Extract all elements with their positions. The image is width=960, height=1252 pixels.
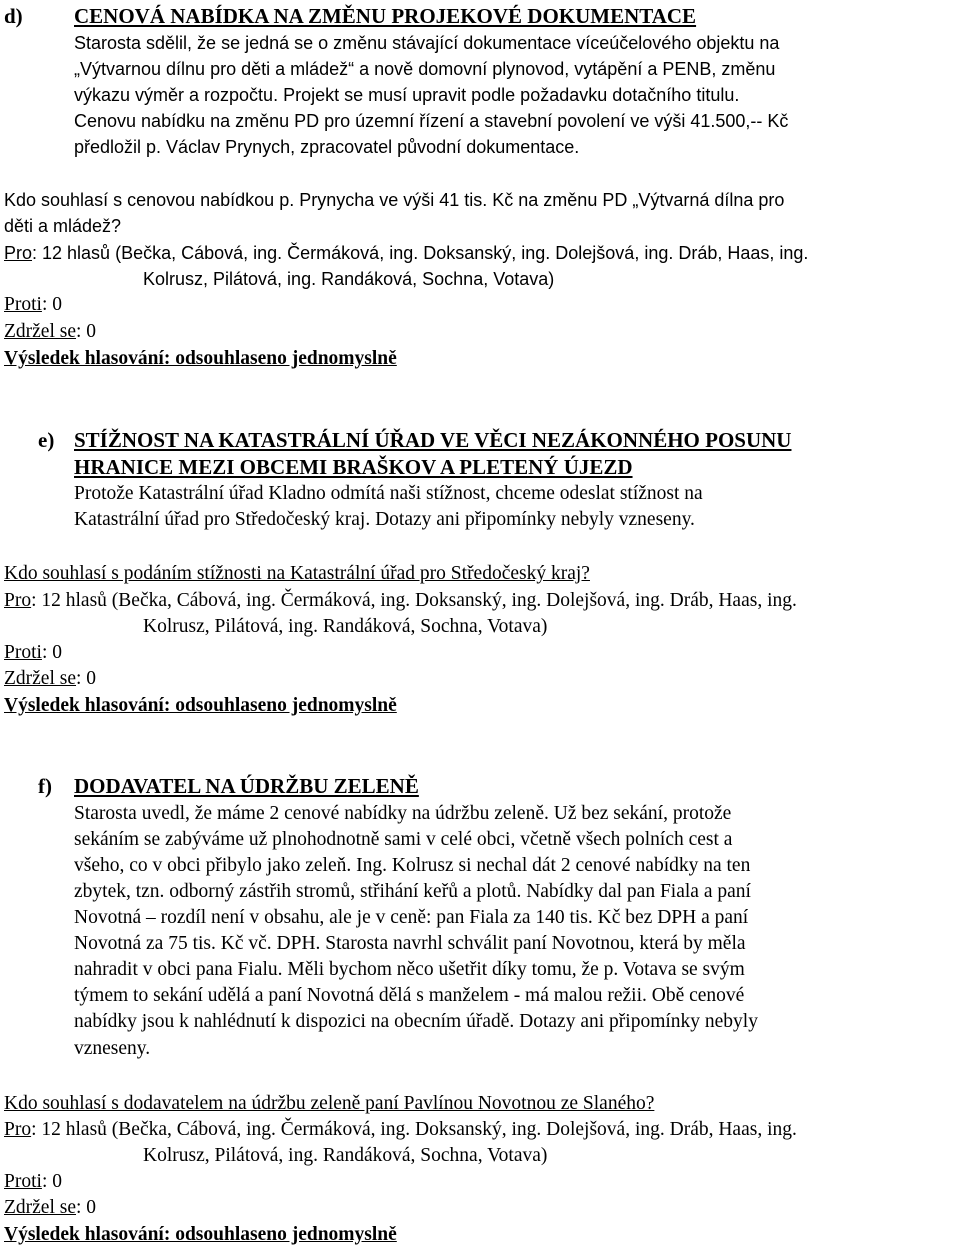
section-f-body-line: vzneseny. [74, 1038, 151, 1059]
vote-for-label: Pro [4, 1119, 32, 1140]
vote-abstain-text: : 0 [76, 1197, 97, 1218]
vote-abstain-label: Zdržel se [4, 321, 77, 342]
section-d-body-line: Starosta sdělil, že se jedná se o změnu stávající dokumentace víceúčelového objektu na [74, 33, 780, 53]
vote-against-label: Proti [4, 1171, 42, 1192]
section-f-body-line: Novotná – rozdíl není v obsahu, ale je v ceně: pan Fiala za 140 tis. Kč bez DPH a paní [74, 907, 749, 928]
vote-for-names-cont: Kolrusz, Pilátová, ing. Randáková, Sochna, Votava) [143, 616, 548, 637]
section-d-vote-for [4, 240, 808, 266]
section-f-vote-against [4, 1169, 62, 1195]
vote-against-text: : 0 [41, 1171, 62, 1192]
section-e-title-line2: HRANICE MEZI OBCEMI BRAŠKOV A PLETENÝ ÚJEZD [74, 455, 633, 479]
section-d-title: CENOVÁ NABÍDKA NA ZMĚNU PROJEKOVÉ DOKUMENTACE [74, 4, 697, 28]
section-f-vote-for [4, 1117, 797, 1143]
section-d-body-line: „Výtvarnou dílnu pro děti a mládež“ a nově domovní plynovod, vytápění a PENB, změnu [74, 59, 776, 79]
vote-for-names-cont: Kolrusz, Pilátová, ing. Randáková, Sochna, Votava) [143, 269, 555, 289]
section-f-body-line: Novotná za 75 tis. Kč vč. DPH. Starosta navrhl schválit paní Novotnou, která by měla [74, 933, 746, 954]
section-f-body-line: sekáním se zabýváme už plnohodnotně sami v celé obci, včetně všech polních cest a [74, 829, 733, 850]
vote-abstain-text: : 0 [76, 668, 97, 689]
section-e-vote-result: Výsledek hlasování: odsouhlaseno jednomyslně [4, 695, 397, 716]
section-d-question-line: Kdo souhlasí s cenovou nabídkou p. Prynycha ve výši 41 tis. Kč na změnu PD „Výtvarná dílna pro [4, 190, 785, 210]
section-f-vote-result: Výsledek hlasování: odsouhlaseno jednomyslně [4, 1224, 397, 1245]
section-d-question-line: děti a mládež? [4, 216, 122, 236]
section-f-letter: f) [38, 774, 52, 798]
section-e-title-line1: STÍŽNOST NA KATASTRÁLNÍ ÚŘAD VE VĚCI NEZÁKONNÉHO POSUNU [74, 428, 792, 452]
vote-against-label: Proti [4, 642, 42, 663]
section-d-body-line: výkazu výměr a rozpočtu. Projekt se musí upravit podle požadavku dotačního titulu. [74, 85, 740, 105]
section-f-body-line: nabídky jsou k nahlédnutí k dispozici na obecním úřadě. Dotazy ani připomínky nebyly [74, 1011, 758, 1032]
vote-for-text: : 12 hlasů (Bečka, Cábová, ing. Čermáková, ing. Doksanský, ing. Dolejšová, ing. Dráb, Haas, ing. [31, 1119, 797, 1140]
section-f-body-line: všeho, co v obci přibylo jako zeleň. Ing. Kolrusz si nechal dát 2 cenové nabídky na ten [74, 855, 751, 876]
section-e-vote-abstain [4, 666, 96, 692]
section-f-body-line: nahradit v obci pana Fialu. Měli bychom něco ušetřit díky tomu, že p. Votava se svým [74, 959, 745, 980]
section-e-question: Kdo souhlasí s podáním stížnosti na Katastrální úřad pro Středočeský kraj? [4, 563, 590, 584]
section-f-title: DODAVATEL NA ÚDRŽBU ZELENĚ [74, 774, 419, 798]
section-d-vote-against [4, 292, 62, 318]
vote-for-label: Pro [4, 243, 33, 263]
vote-abstain-text: : 0 [76, 321, 97, 342]
vote-against-label: Proti [4, 294, 42, 315]
section-e-body-line: Protože Katastrální úřad Kladno odmítá naši stížnost, chceme odeslat stížnost na [74, 483, 703, 504]
vote-for-text: : 12 hlasů (Bečka, Cábová, ing. Čermáková, ing. Doksanský, ing. Dolejšová, ing. Dráb, Haas, ing. [32, 243, 809, 263]
section-d-body-line: Cenovu nabídku na změnu PD pro územní řízení a stavební povolení ve výši 41.500,-- Kč [74, 111, 789, 131]
vote-abstain-label: Zdržel se [4, 1197, 77, 1218]
section-f-body-line: zbytek, tzn. odborný zástřih stromů, střihání keřů a plotů. Nabídky dal pan Fiala a paní [74, 881, 751, 902]
section-e-vote-for [4, 588, 797, 614]
section-e-body-line: Katastrální úřad pro Středočeský kraj. Dotazy ani připomínky nebyly vzneseny. [74, 509, 695, 530]
section-d-body-line: předložil p. Václav Prynych, zpracovatel původní dokumentace. [74, 137, 580, 157]
section-f-body-line: týmem to sekání udělá a paní Novotná dělá s manželem - má malou režii. Obě cenové [74, 985, 745, 1006]
vote-abstain-label: Zdržel se [4, 668, 77, 689]
vote-for-names-cont: Kolrusz, Pilátová, ing. Randáková, Sochna, Votava) [143, 1145, 548, 1166]
vote-against-text: : 0 [41, 642, 62, 663]
section-f-body-line: Starosta uvedl, že máme 2 cenové nabídky na údržbu zeleně. Už bez sekání, protože [74, 803, 732, 824]
vote-against-text: : 0 [41, 294, 62, 315]
section-f-vote-abstain [4, 1195, 96, 1221]
vote-for-text: : 12 hlasů (Bečka, Cábová, ing. Čermáková, ing. Doksanský, ing. Dolejšová, ing. Dráb, Haas, ing. [31, 590, 797, 611]
section-f-question: Kdo souhlasí s dodavatelem na údržbu zeleně paní Pavlínou Novotnou ze Slaného? [4, 1093, 655, 1114]
section-d-vote-abstain [4, 319, 96, 345]
section-d-letter: d) [4, 4, 23, 28]
section-e-vote-against [4, 640, 62, 666]
section-e-letter: e) [38, 428, 55, 452]
vote-for-label: Pro [4, 590, 32, 611]
section-d-vote-result: Výsledek hlasování: odsouhlaseno jednomyslně [4, 348, 397, 369]
